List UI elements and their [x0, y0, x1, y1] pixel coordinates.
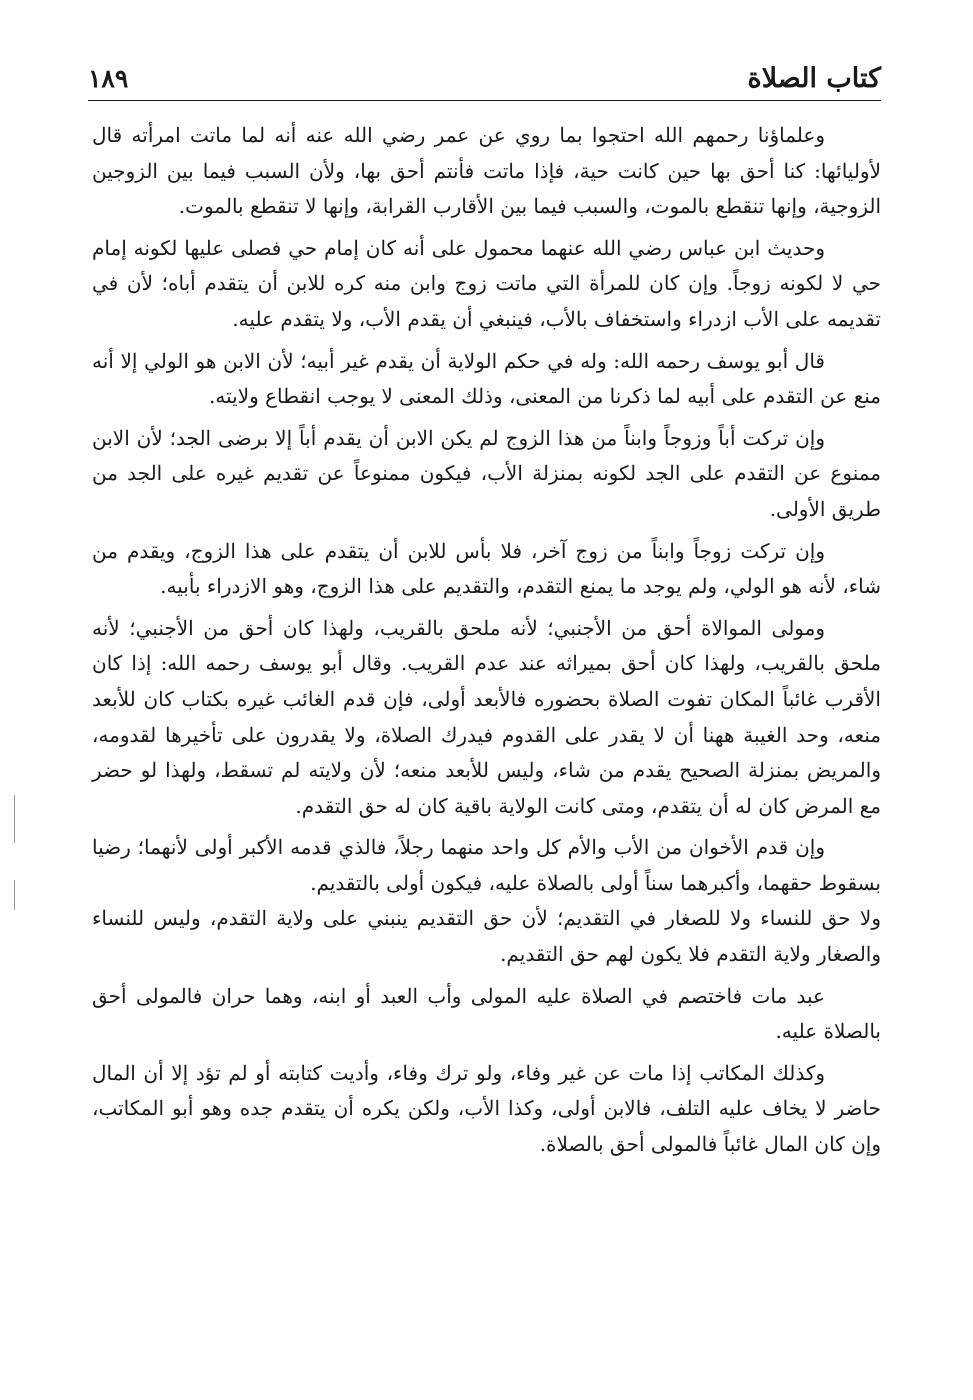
- book-title: كتاب الصلاة: [747, 63, 881, 94]
- paragraph: وكذلك المكاتب إذا مات عن غير وفاء، ولو ترك وفاء، وأديت كتابته أو لم تؤد إلا أن المال حاضر لا يخاف عليه التلف، فالابن أولى، وكذا الأب، ولكن يكره أن يتقدم جده وهو أبو المكاتب، وإن كان المال غائباً فالمولى أحق بالصلاة.: [92, 1060, 881, 1157]
- paragraph: وحديث ابن عباس رضي الله عنهما محمول على أنه كان إمام حي فصلى عليها لكونه إمام حي لا لكونه زوجاً. وإن كان للمرأة التي ماتت زوج وابن منه كره للابن أن يتقدم أباه؛ لأن في تقديمه على الأب ازدراء واستخفاف بالأب، فينبغي أن يقدم الأب، ولا يتقدم عليه.: [92, 235, 881, 331]
- header-rule: [88, 100, 881, 101]
- paragraph: وإن تركت زوجاً وابناً من زوج آخر، فلا بأس للابن أن يتقدم على هذا الزوج، ويقدم من شاء، لأنه هو الولي، ولم يوجد ما يمنع التقدم، والتقديم على هذا الزوج، وهو الازدراء بأبيه.: [92, 538, 881, 599]
- page-header: [88, 56, 881, 96]
- paragraph: قال أبو يوسف رحمه الله: وله في حكم الولاية أن يقدم غير أبيه؛ لأن الابن هو الولي إلا أنه منع عن التقدم على أبيه لما ذكرنا من المعنى، وذلك المعنى لا يوجب انقطاع ولايته.: [92, 348, 881, 409]
- page-body: [92, 118, 881, 1169]
- scan-edge-mark: [14, 880, 15, 910]
- scan-edge-mark: [14, 795, 15, 843]
- paragraph: وعلماؤنا رحمهم الله احتجوا بما روي عن عمر رضي الله عنه أنه لما ماتت امرأته قال لأوليائها: كنا أحق بها حين كانت حية، فإذا ماتت فأنتم أحق بها، ولأن السبب فيما بين الزوجين الزوجية، وإنها تنقطع بالموت، والسبب فيما بين الأقارب القرابة، وإنها لا تنقطع بالموت.: [92, 123, 881, 219]
- page-number: ١٨٩: [88, 64, 129, 93]
- paragraph: عبد مات فاختصم في الصلاة عليه المولى وأب العبد أو ابنه، وهما حران فالمولى أحق بالصلاة عليه.: [92, 983, 881, 1044]
- paragraph: وإن تركت أباً وزوجاً وابناً من هذا الزوج لم يكن الابن أن يقدم أباً إلا برضى الجد؛ لأن الابن ممنوع عن التقدم على الجد لكونه بمنزلة الأب، فيكون ممنوعاً عن تقديم غيره على الجد من طريق الأولى.: [92, 425, 881, 521]
- paragraph: ولا حق للنساء ولا للصغار في التقديم؛ لأن حق التقديم ينبني على ولاية التقدم، وليس للنساء والصغار ولاية التقدم فلا يكون لهم حق التقديم.: [92, 906, 881, 967]
- paragraph: وإن قدم الأخوان من الأب والأم كل واحد منهما رجلاً، فالذي قدمه الأكبر أولى لأنهما؛ رضيا بسقوط حقهما، وأكبرهما سناً أولى بالصلاة عليه، فيكون أولى بالتقديم.: [92, 835, 881, 895]
- paragraph: ومولى الموالاة أحق من الأجنبي؛ لأنه ملحق بالقريب، ولهذا كان أحق من الأجنبي؛ لأنه ملحق بالقريب، ولهذا كان أحق بميراثه عند عدم القريب. وقال أبو يوسف رحمه الله: إذا كان الأقرب غائباً المكان تفوت الصلاة بحضوره فالأبعد أولى، فإن قدم الغائب غيره بكتاب كان للأبعد منعه، وحد الغيبة ههنا أن لا يقدر على القدوم فيدرك الصلاة، ولا يقدرون على تأخيرها لقدومه، والمريض بمنزلة الصحيح يقدم من شاء، وليس للأبعد منعه؛ لأن ولايته لم تسقط، ولهذا لو حضر مع المرض كان له أن يتقدم، ومتى كانت الولاية باقية كان له حق التقدم.: [92, 615, 881, 818]
